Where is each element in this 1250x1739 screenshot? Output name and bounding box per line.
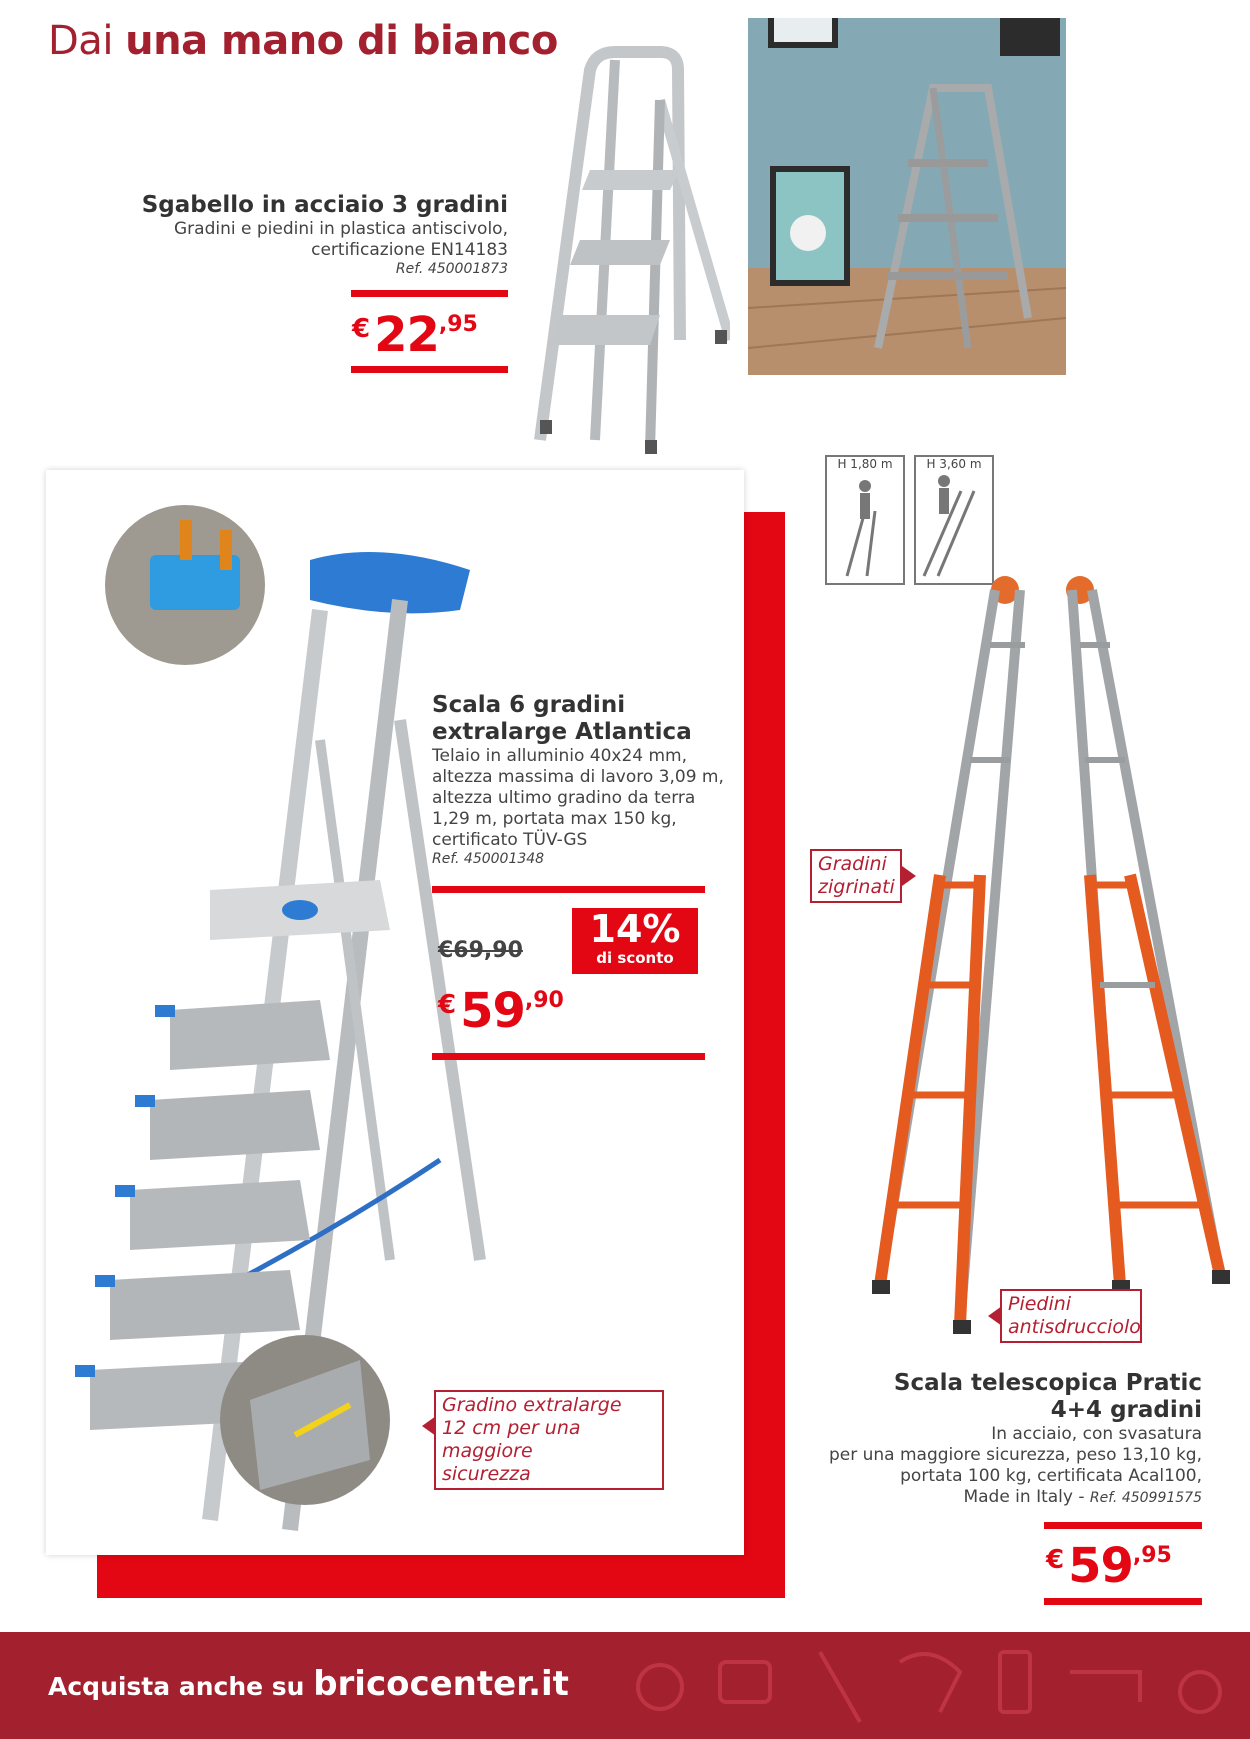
telescopic-ladder-image — [840, 565, 1240, 1345]
callout-line: Piedini — [1008, 1293, 1072, 1315]
product-3-price-bar-top — [1044, 1522, 1202, 1529]
callout-knurled-steps — [810, 849, 902, 903]
product-1-price — [352, 307, 478, 363]
product-1-ref: Ref. 450001873 — [395, 261, 508, 277]
product-2-price-bar-top — [432, 886, 705, 893]
price-integer: 22 — [374, 307, 439, 363]
product-1-price-bar-top — [351, 290, 508, 297]
discount-percent: 14% — [589, 907, 681, 951]
product-1-info — [120, 192, 508, 277]
callout-line: Gradino extralarge — [442, 1394, 622, 1416]
product-2-price-bar-bottom — [432, 1053, 705, 1060]
price-decimal: ,95 — [438, 312, 478, 337]
product-3-ref: Ref. 450991575 — [1089, 1490, 1202, 1506]
callout-line: sicurezza — [442, 1463, 531, 1485]
product-1-desc-line: Gradini e piedini in plastica antiscivolo, — [174, 219, 508, 239]
callout-line: antisdrucciolo — [1008, 1316, 1141, 1338]
price-integer: 59 — [460, 983, 525, 1039]
product-3-name-line: Scala telescopica Pratic — [893, 1370, 1202, 1396]
product-2-price — [438, 983, 564, 1039]
callout-non-slip-feet — [1000, 1289, 1142, 1343]
height-label: H 3,60 m — [926, 457, 982, 471]
room-photo — [748, 18, 1066, 375]
footer — [0, 1632, 1250, 1739]
product-3-price — [1046, 1538, 1172, 1594]
product-2-name-line: extralarge Atlantica — [432, 719, 692, 745]
footer-text: Acquista anche su — [48, 1672, 305, 1701]
product-2-name-line: Scala 6 gradini — [432, 692, 626, 718]
callout-line: zigrinati — [818, 876, 895, 898]
footer-cta — [48, 1664, 569, 1704]
price-decimal: ,95 — [1132, 1543, 1172, 1568]
price-currency: € — [438, 990, 457, 1020]
product-2-desc-line: Telaio in alluminio 40x24 mm, — [432, 746, 687, 766]
title-bold: una mano di bianco — [125, 18, 558, 64]
product-3-made-in: Made in Italy - — [963, 1487, 1090, 1507]
footer-site-link[interactable]: bricocenter.it — [313, 1664, 569, 1704]
product-1-price-bar-bottom — [351, 366, 508, 373]
product-3-info — [760, 1370, 1202, 1509]
tools-pattern-icon — [600, 1632, 1250, 1739]
product-2-desc-line: altezza massima di lavoro 3,09 m, — [432, 767, 724, 787]
product-3-price-bar-bottom — [1044, 1598, 1202, 1605]
page-title — [48, 18, 558, 64]
product-2-desc-line: certificato TÜV-GS — [432, 830, 588, 850]
callout-line: Gradini — [818, 853, 887, 875]
product-3-desc-line: portata 100 kg, certificata Acal100, — [900, 1466, 1202, 1486]
product-2-info — [432, 692, 732, 867]
product-3-desc-line: In acciaio, con svasatura — [991, 1424, 1202, 1444]
room-photo-drawing — [748, 18, 1066, 375]
product-1-desc-line: certificazione EN14183 — [311, 240, 508, 260]
product-3-name-line: 4+4 gradini — [1050, 1397, 1202, 1423]
product-2-desc-line: altezza ultimo gradino da terra — [432, 788, 696, 808]
price-currency: € — [1046, 1545, 1065, 1575]
callout-arrow — [902, 866, 916, 886]
product-2-old-price: €69,90 — [438, 938, 523, 963]
product-2-desc-line: 1,29 m, portata max 150 kg, — [432, 809, 677, 829]
price-decimal: ,90 — [524, 988, 564, 1013]
callout-line: 12 cm per una maggiore — [442, 1417, 581, 1462]
product-3-last-line — [760, 1487, 1202, 1509]
price-currency: € — [352, 314, 371, 344]
discount-badge — [572, 908, 698, 974]
atlantica-ladder-image — [60, 500, 500, 1540]
product-1-name: Sgabello in acciaio 3 gradini — [141, 192, 508, 218]
title-light: Dai — [48, 18, 113, 64]
height-label: H 1,80 m — [837, 457, 893, 471]
product-2-ref: Ref. 450001348 — [432, 851, 545, 867]
product-3-desc-line: per una maggiore sicurezza, peso 13,10 kg, — [828, 1445, 1202, 1465]
callout-extralarge-step — [434, 1390, 664, 1490]
discount-label: di sconto — [596, 949, 674, 967]
step-stool-image — [520, 40, 730, 460]
price-integer: 59 — [1068, 1538, 1133, 1594]
